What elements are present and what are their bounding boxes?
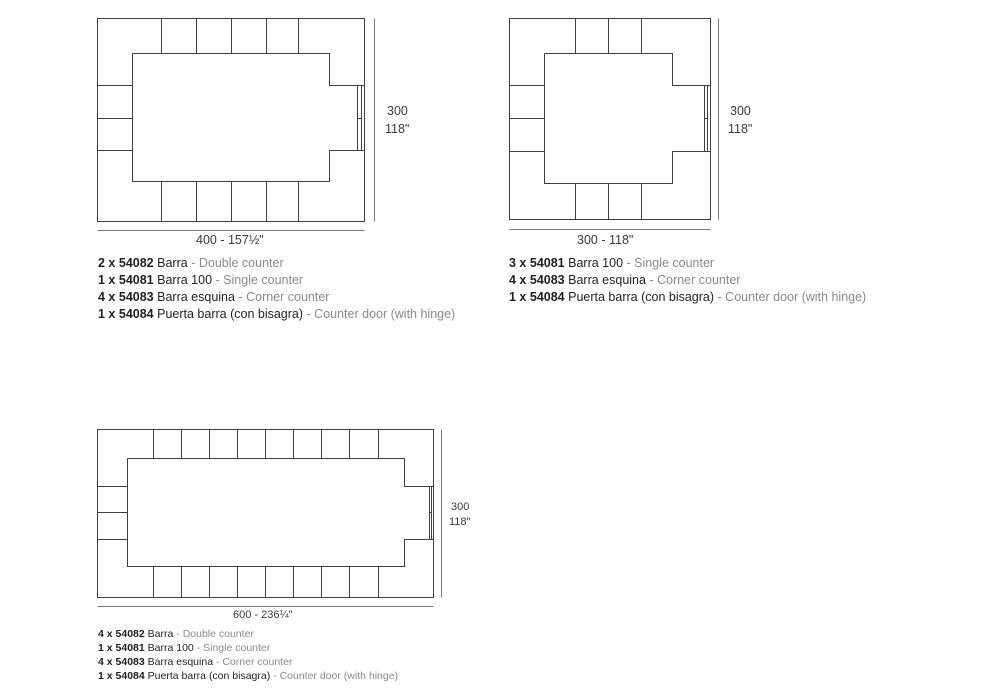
part-line: 1 x 54084 Puerta barra (con bisagra) - Counter door (with hinge)	[98, 307, 456, 321]
plan-a-height-label-in: 118"	[385, 122, 410, 136]
part-line: 4 x 54083 Barra esquina - Corner counter	[98, 290, 330, 304]
plan-b-width-label: 300 - 118"	[577, 233, 634, 247]
plan-c	[98, 430, 434, 598]
part-line: 1 x 54081 Barra 100 - Single counter	[98, 273, 304, 287]
plan-b-height-label-in: 118"	[728, 122, 753, 136]
part-line: 4 x 54083 Barra esquina - Corner counter	[98, 656, 293, 668]
part-line: 4 x 54083 Barra esquina - Corner counter	[509, 273, 741, 287]
plan-a-dimension-lines	[98, 19, 375, 231]
plan-c-width-label: 600 - 236¼"	[233, 609, 293, 621]
plan-a-height-label-cm: 300	[387, 104, 408, 118]
plan-a-parts-list	[98, 255, 455, 323]
part-line: 4 x 54082 Barra - Double counter	[98, 628, 254, 640]
plan-b-parts-list	[509, 255, 866, 306]
part-line: 3 x 54081 Barra 100 - Single counter	[509, 256, 715, 270]
plan-c-dimension-lines	[98, 430, 442, 607]
part-line: 1 x 54084 Puerta barra (con bisagra) - Counter door (with hinge)	[509, 290, 867, 304]
plan-b-height-label-cm: 300	[730, 104, 751, 118]
plan-b	[510, 19, 711, 220]
plan-c-height-label-cm: 300	[451, 501, 470, 513]
part-line: 1 x 54084 Puerta barra (con bisagra) - Counter door (with hinge)	[98, 670, 399, 682]
part-line: 2 x 54082 Barra - Double counter	[98, 256, 284, 270]
plan-a	[98, 19, 365, 222]
plan-b-dimension-lines	[510, 19, 719, 230]
plan-a-width-label: 400 - 157½"	[196, 233, 264, 247]
part-line: 1 x 54081 Barra 100 - Single counter	[98, 642, 271, 654]
plan-c-parts-list	[98, 627, 398, 683]
plan-c-height-label-in: 118"	[449, 516, 471, 528]
